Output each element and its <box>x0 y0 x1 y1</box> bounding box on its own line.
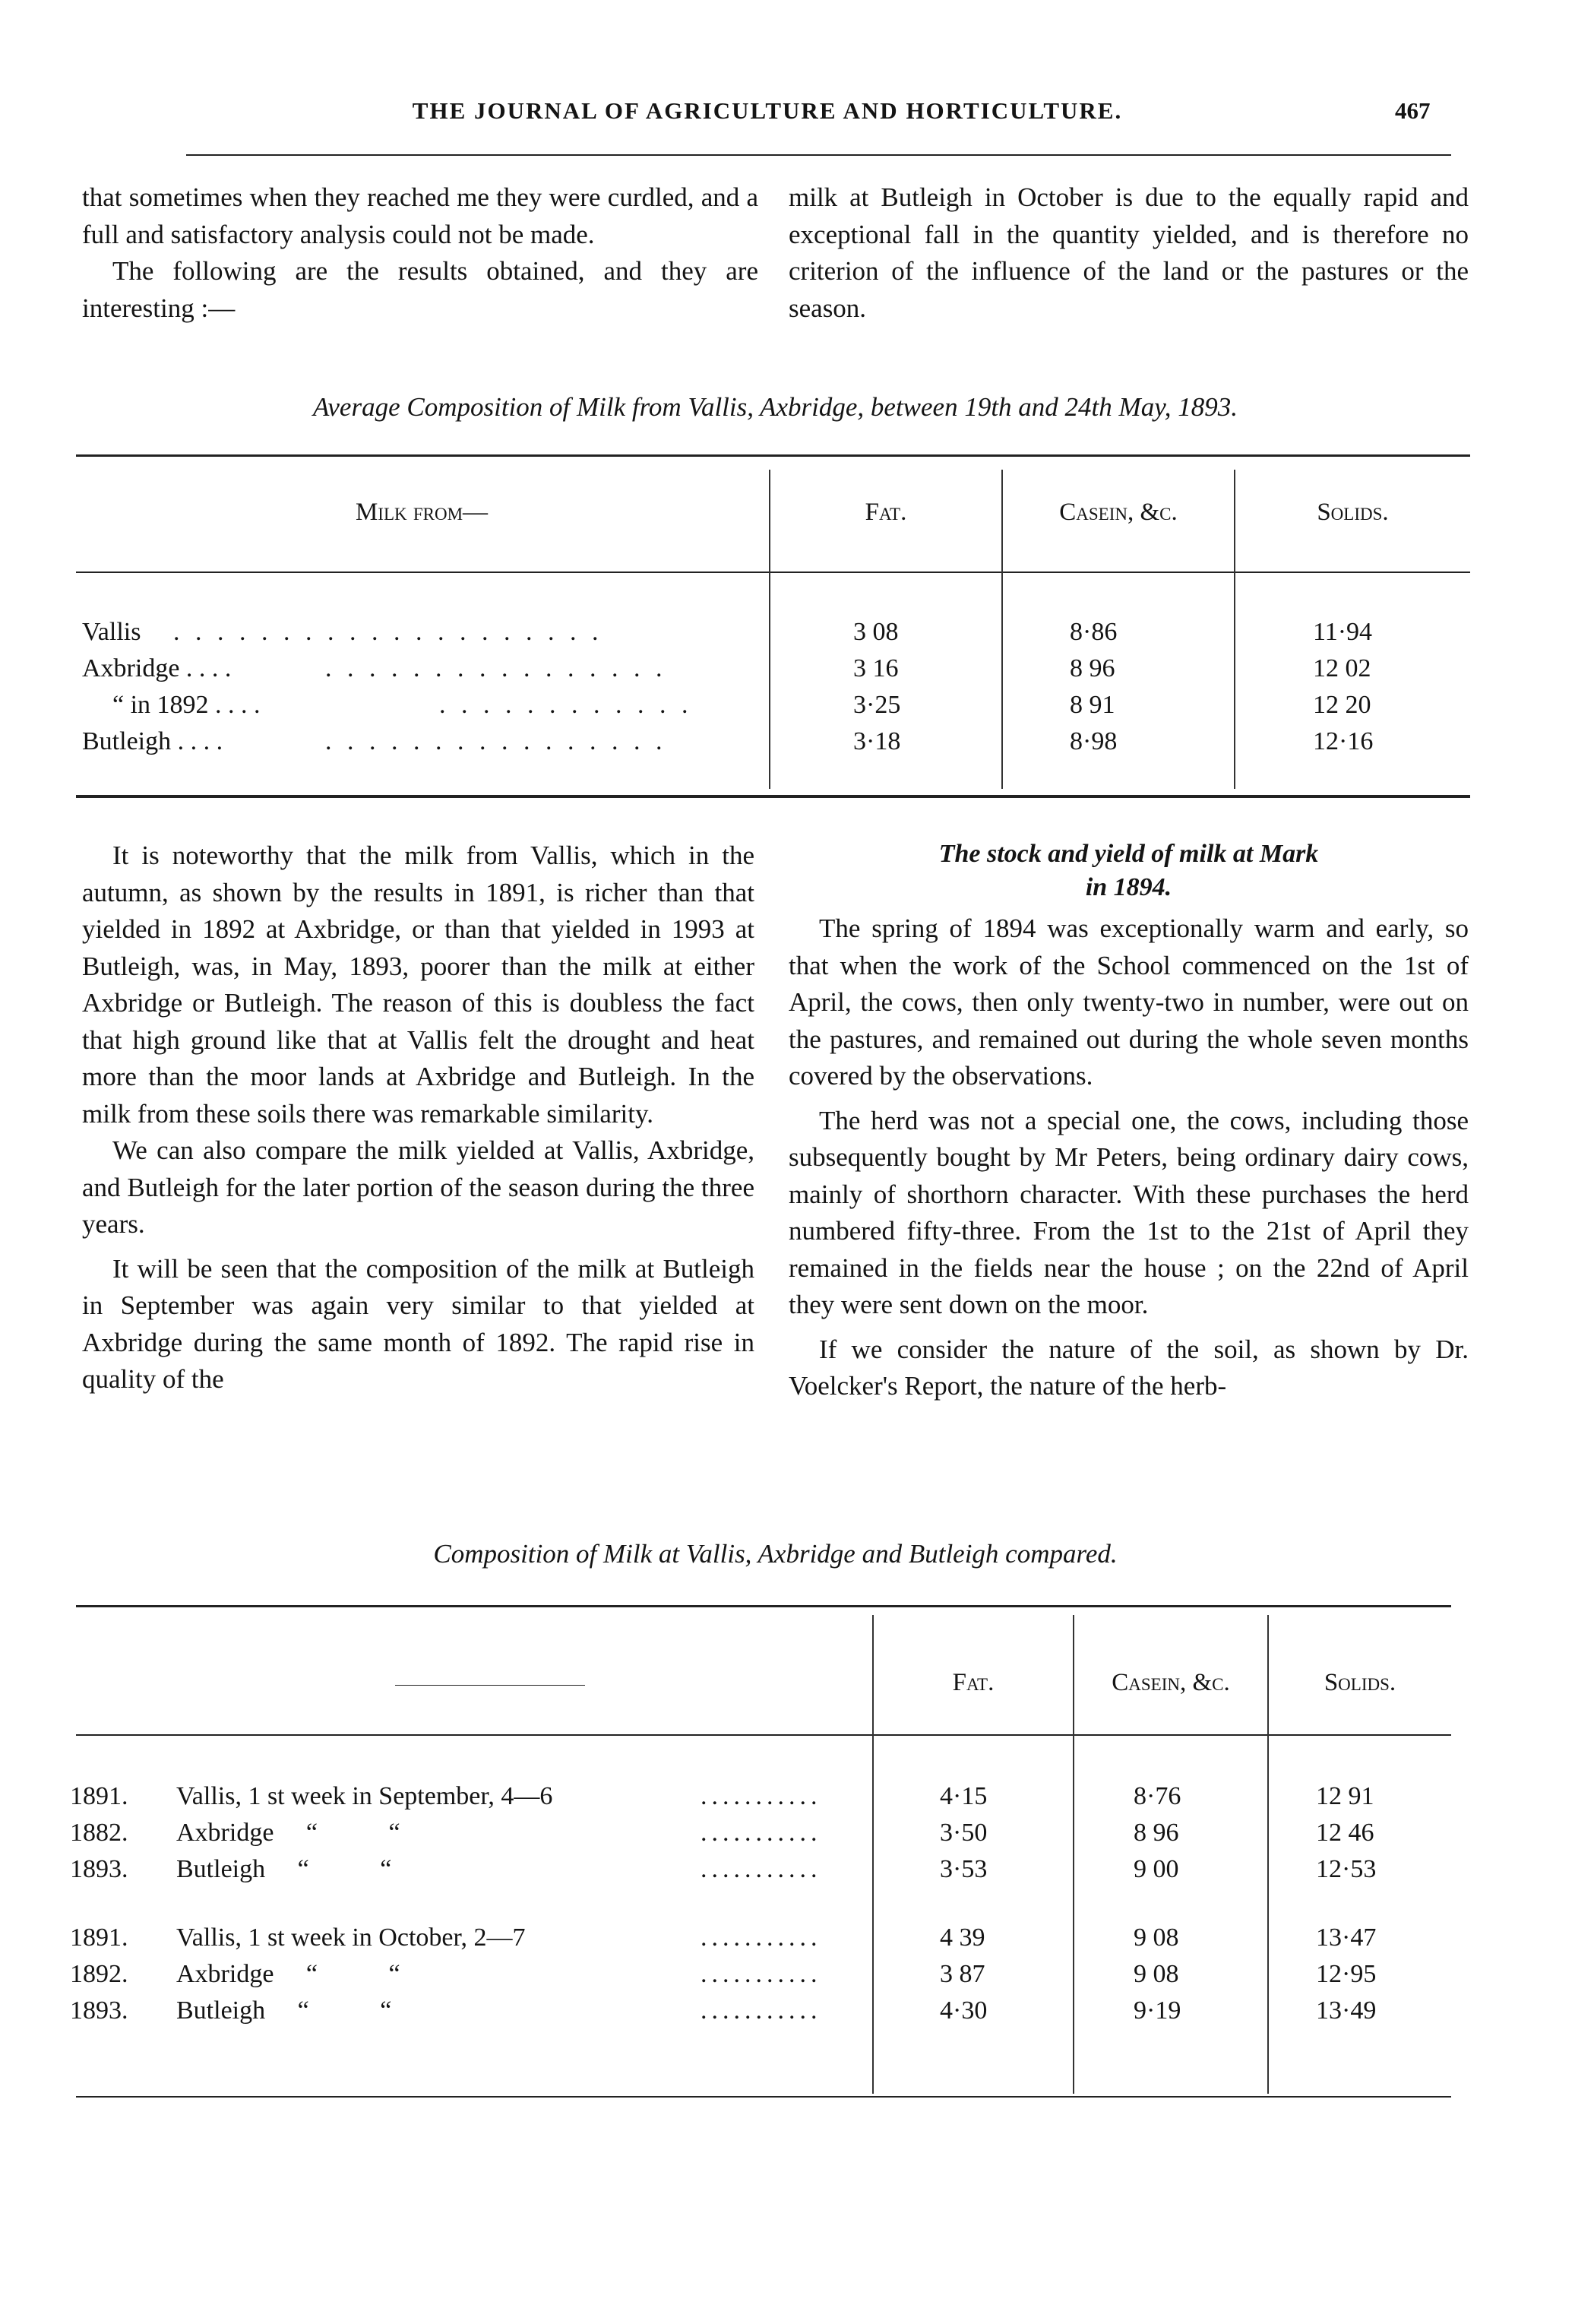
fat-value: 4·30 <box>940 1996 988 2025</box>
solids-value: 12 02 <box>1313 654 1371 682</box>
table1-header-casein: Casein, &c. <box>1059 499 1178 526</box>
leader-dots: . . . . . . . . . . . . . . . . <box>325 727 667 755</box>
leader-dots: . . . . . . . . . . . . . . . . . . . . <box>173 618 603 646</box>
fat-value: 4 39 <box>940 1923 985 1952</box>
paragraph: The herd was not a special one, the cows, including those subsequently bought by Mr Peters, being ordinary dairy cows, mainly of shorthorn character. With these purchases the herd numbered fifty-three. From the 1st to the 21st of April they remained in the fields near the house ; on the 22nd of April they were sent down on the moor. <box>789 1105 1469 1319</box>
mid-left-column <box>82 837 754 1398</box>
table-row <box>70 1993 1460 2029</box>
table1-bottom-rule <box>76 795 1470 798</box>
leader-dots: ........... <box>701 1996 822 2025</box>
page-number: 467 <box>1395 97 1431 124</box>
casein-value: 9·19 <box>1134 1996 1181 2025</box>
casein-value: 8 96 <box>1070 654 1115 682</box>
table1-header-fat: Fat. <box>865 499 907 526</box>
casein-value: 8·86 <box>1070 618 1118 646</box>
table1-head-rule <box>76 572 1470 573</box>
leader-dots: ........... <box>701 1960 822 1988</box>
top-right-column <box>789 179 1469 327</box>
table-row <box>70 1778 1460 1815</box>
solids-value: 11·94 <box>1313 618 1373 646</box>
leader-dots: . . . . . . . . . . . . <box>439 691 693 719</box>
fat-value: 3 87 <box>940 1960 985 1988</box>
row-label: “ in 1892 . . . . <box>112 691 261 719</box>
solids-value: 12 20 <box>1313 691 1371 719</box>
running-title: THE JOURNAL OF AGRICULTURE AND HORTICULTURE. <box>412 97 1123 124</box>
row-year: 1893. <box>70 1855 128 1883</box>
table-row <box>70 1815 1460 1851</box>
row-label: Butleigh . . . . <box>82 727 223 755</box>
casein-value: 9 00 <box>1134 1855 1179 1883</box>
paragraph: that sometimes when they reached me they were curdled, and a full and satisfactory analysis could not be made. <box>82 182 758 249</box>
fat-value: 3·18 <box>853 727 901 755</box>
table2-blank-stub-dash <box>395 1685 585 1686</box>
section-subheading: The stock and yield of milk at Mark <box>938 840 1319 868</box>
row-year: 1891. <box>70 1923 128 1952</box>
table1-header-milk-from: Milk from— <box>355 499 489 526</box>
row-label: Vallis, 1 st week in October, 2—7 <box>176 1923 526 1952</box>
table1-caption: Average Composition of Milk from Vallis, Axbridge, between 19th and 24th May, 1893. <box>312 392 1238 422</box>
table1-top-rule <box>76 454 1470 457</box>
casein-value: 9 08 <box>1134 1960 1179 1988</box>
solids-value: 13·49 <box>1316 1996 1377 2025</box>
fat-value: 3 08 <box>853 618 899 646</box>
leader-dots: ........... <box>701 1923 822 1952</box>
fat-value: 4·15 <box>940 1782 988 1810</box>
table-row <box>82 723 1472 760</box>
table2-header-solids: Solids. <box>1324 1669 1396 1696</box>
row-label: Vallis <box>82 618 141 646</box>
table-row <box>82 651 1472 687</box>
fat-value: 3·50 <box>940 1819 988 1847</box>
row-label: Butleigh “ “ <box>176 1996 392 2025</box>
casein-value: 8 96 <box>1134 1819 1179 1847</box>
table2-caption: Composition of Milk at Vallis, Axbridge and Butleigh compared. <box>433 1539 1118 1569</box>
table1-header-solids: Solids. <box>1317 499 1389 526</box>
solids-value: 12 46 <box>1316 1819 1374 1847</box>
casein-value: 8 91 <box>1070 691 1115 719</box>
row-label: Axbridge “ “ <box>176 1960 400 1988</box>
table-row <box>82 614 1472 651</box>
row-label: Vallis, 1 st week in September, 4—6 <box>176 1782 553 1810</box>
paragraph: We can also compare the milk yielded at Vallis, Axbridge, and Butleigh for the later portion of the season during the three years. <box>82 1135 754 1239</box>
solids-value: 12·16 <box>1313 727 1374 755</box>
paragraph: The following are the results obtained, and they are interesting :— <box>82 256 758 323</box>
table2-bottom-rule <box>76 2096 1451 2098</box>
table-row <box>70 1920 1460 1956</box>
solids-value: 12·53 <box>1316 1855 1377 1883</box>
fat-value: 3 16 <box>853 654 899 682</box>
row-label: Axbridge “ “ <box>176 1819 400 1847</box>
header-rule <box>186 154 1451 156</box>
solids-value: 12 91 <box>1316 1782 1374 1810</box>
table2-header-casein: Casein, &c. <box>1112 1669 1230 1696</box>
table2-top-rule <box>76 1605 1451 1607</box>
table2-body <box>70 1778 1460 2029</box>
casein-value: 8·98 <box>1070 727 1118 755</box>
solids-value: 13·47 <box>1316 1923 1377 1952</box>
paragraph: It will be seen that the composition of the milk at Butleigh in September was again very similar to that yielded at Axbridge during the same month of 1892. The rapid rise in quality of the <box>82 1253 754 1394</box>
leader-dots: ........... <box>701 1855 822 1883</box>
mid-right-column <box>789 837 1469 1405</box>
casein-value: 9 08 <box>1134 1923 1179 1952</box>
table-row <box>82 687 1472 723</box>
fat-value: 3·25 <box>853 691 901 719</box>
paragraph: It is noteworthy that the milk from Vallis, which in the autumn, as shown by the results in 1891, is richer than that yielded in 1892 at Axbridge, or than that yielded in 1993 at Butleigh, was, in May, 1893, poorer than the milk at either Axbridge or Butleigh. The reason of this is doubless the fact that high ground like that at Vallis felt the drought and heat more than the moor lands at Axbridge and Butleigh. In the milk from these soils there was remarkable similarity. <box>82 841 754 1129</box>
paragraph: If we consider the nature of the soil, as shown by Dr. Voelcker's Report, the nature of the herb- <box>789 1334 1469 1401</box>
section-subheading: in 1894. <box>1085 873 1172 901</box>
table2-header-fat: Fat. <box>952 1669 995 1696</box>
top-left-column <box>82 179 758 327</box>
row-year: 1892. <box>70 1960 128 1988</box>
paragraph: milk at Butleigh in October is due to the equally rapid and exceptional fall in the quantity yielded, and is therefore no criterion of the influence of the land or the pastures or the season. <box>789 182 1469 323</box>
table-row <box>70 1851 1460 1888</box>
leader-dots: ........... <box>701 1819 822 1847</box>
solids-value: 12·95 <box>1316 1960 1377 1988</box>
row-year: 1893. <box>70 1996 128 2025</box>
row-year: 1891. <box>70 1782 128 1810</box>
casein-value: 8·76 <box>1134 1782 1181 1810</box>
table-row <box>70 1956 1460 1993</box>
fat-value: 3·53 <box>940 1855 988 1883</box>
paragraph: The spring of 1894 was exceptionally warm and early, so that when the work of the School commenced on the 1st of April, the cows, then only twenty-two in number, were out on the pastures, and remained out during the whole seven months covered by the observations. <box>789 913 1469 1091</box>
row-year: 1882. <box>70 1819 128 1847</box>
table2-head-rule <box>76 1734 1451 1736</box>
leader-dots: ........... <box>701 1782 822 1810</box>
leader-dots: . . . . . . . . . . . . . . . . <box>325 654 667 682</box>
table1-body <box>82 614 1472 760</box>
row-label: Axbridge . . . . <box>82 654 232 682</box>
row-label: Butleigh “ “ <box>176 1855 392 1883</box>
